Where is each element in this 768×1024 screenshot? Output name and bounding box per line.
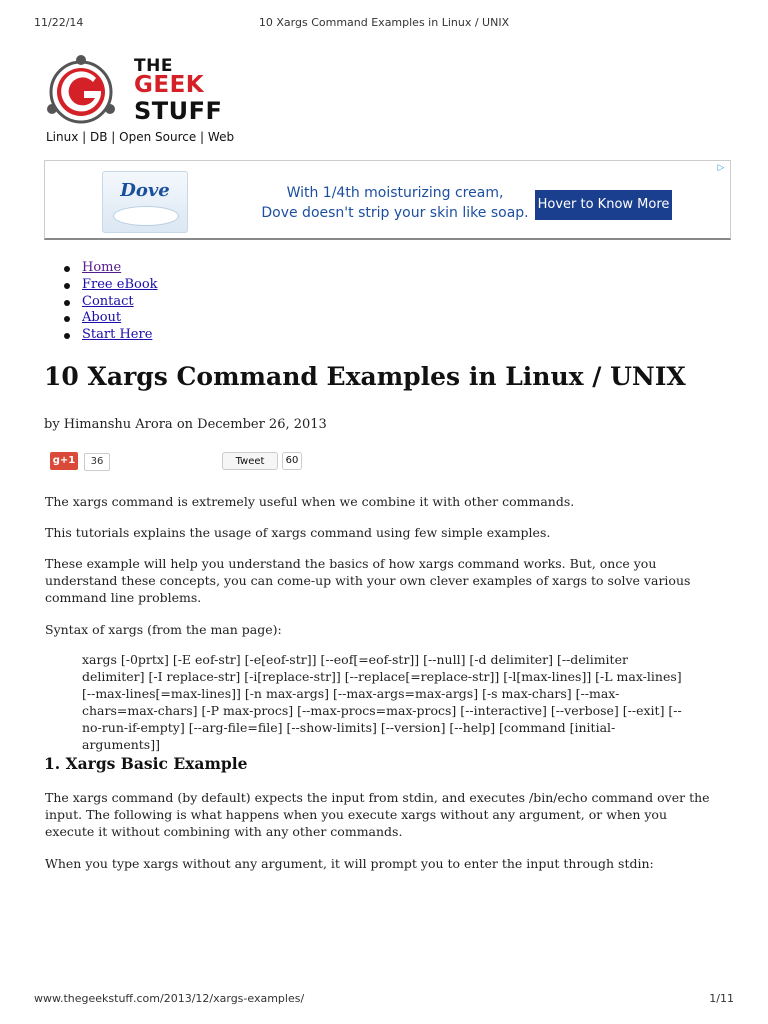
gplus-count: 36 [84, 453, 110, 471]
paragraph-tutorial: This tutorials explains the usage of xargs command using few simple examples. [45, 525, 551, 540]
article-title: 10 Xargs Command Examples in Linux / UNIX [44, 362, 686, 391]
nav-link-about[interactable]: About [82, 310, 122, 326]
logo-word-geek: GEEK [134, 72, 205, 98]
nav-link-home[interactable]: Home [82, 260, 122, 275]
print-title: 10 Xargs Command Examples in Linux / UNIX [258, 16, 510, 29]
nav-item-about [64, 310, 158, 327]
advertisement-banner[interactable] [44, 160, 731, 240]
geek-logo-icon [46, 54, 116, 124]
ad-line-2: Dove doesn't strip your skin like soap. [261, 205, 529, 221]
section-heading-basic-example: 1. Xargs Basic Example [44, 754, 248, 773]
nav-item-home [64, 260, 158, 277]
ad-copy [250, 183, 540, 223]
ad-line-1: With 1/4th moisturizing cream, [286, 185, 504, 201]
nav-link-contact[interactable]: Contact [82, 293, 134, 309]
nav-item-start-here [64, 327, 158, 344]
adchoices-icon[interactable]: ▷ [717, 163, 725, 173]
syntax-block: xargs [-0prtx] [-E eof-str] [-e[eof-str]] [--eof[=eof-str]] [--null] [-d delimiter] [--delimiter delimiter] [-I replace-str] [-i[replace-str]] [--replace[=replace-str]] [-l[max-lines]] [-L max-lines] [--max-lines[=max-lines]] [-n max-args] [--max-args=max-args] [-s max-chars] [--max-chars=max-chars] [-P max-procs] [--max-procs=max-procs] [--interactive] [--verbose] [--exit] [--no-run-if-empty] [--arg-file=file] [--show-limits] [--version] [--help] [command [initial-arguments]] [82, 652, 682, 752]
tweet-button[interactable]: Tweet [222, 452, 278, 470]
ad-product-swirl [113, 206, 179, 226]
nav-link-free-ebook[interactable]: Free eBook [82, 276, 158, 292]
logo-word-stuff: STUFF [134, 97, 223, 125]
paragraph-stdin-prompt: When you type xargs without any argument, it will prompt you to enter the input through stdin: [45, 856, 654, 871]
print-url: www.thegeekstuff.com/2013/12/xargs-examples/ [34, 992, 305, 1005]
main-nav [64, 260, 158, 344]
nav-link-start-here[interactable]: Start Here [82, 327, 153, 343]
nav-item-contact [64, 294, 158, 311]
print-page-number: 1/11 [709, 992, 734, 1005]
ad-cta-button[interactable]: Hover to Know More [535, 190, 672, 220]
paragraph-syntax-intro: Syntax of xargs (from the man page): [45, 622, 282, 637]
tweet-count: 60 [282, 452, 302, 470]
nav-item-free-ebook [64, 277, 158, 294]
paragraph-intro: The xargs command is extremely useful when we combine it with other commands. [45, 494, 575, 509]
print-date: 11/22/14 [34, 16, 84, 29]
site-tagline: Linux | DB | Open Source | Web [46, 130, 235, 144]
logo-word-the: THE [134, 56, 173, 76]
gplus-button[interactable]: g+1 [50, 452, 78, 470]
site-logo[interactable] [46, 54, 246, 124]
paragraph-basic-example: The xargs command (by default) expects the input from stdin, and executes /bin/echo command over the input. The following is what happens when you execute xargs without any argument, or when you execute it without combining with any other commands. [45, 790, 710, 839]
ad-product-image [102, 171, 188, 233]
ad-brand: Dove [120, 180, 170, 201]
paragraph-concepts: These example will help you understand the basics of how xargs command works. But, once you understand these concepts, you can come-up with your own clever examples of xargs to solve various command line problems. [45, 556, 691, 605]
article-byline: by Himanshu Arora on December 26, 2013 [44, 417, 327, 432]
